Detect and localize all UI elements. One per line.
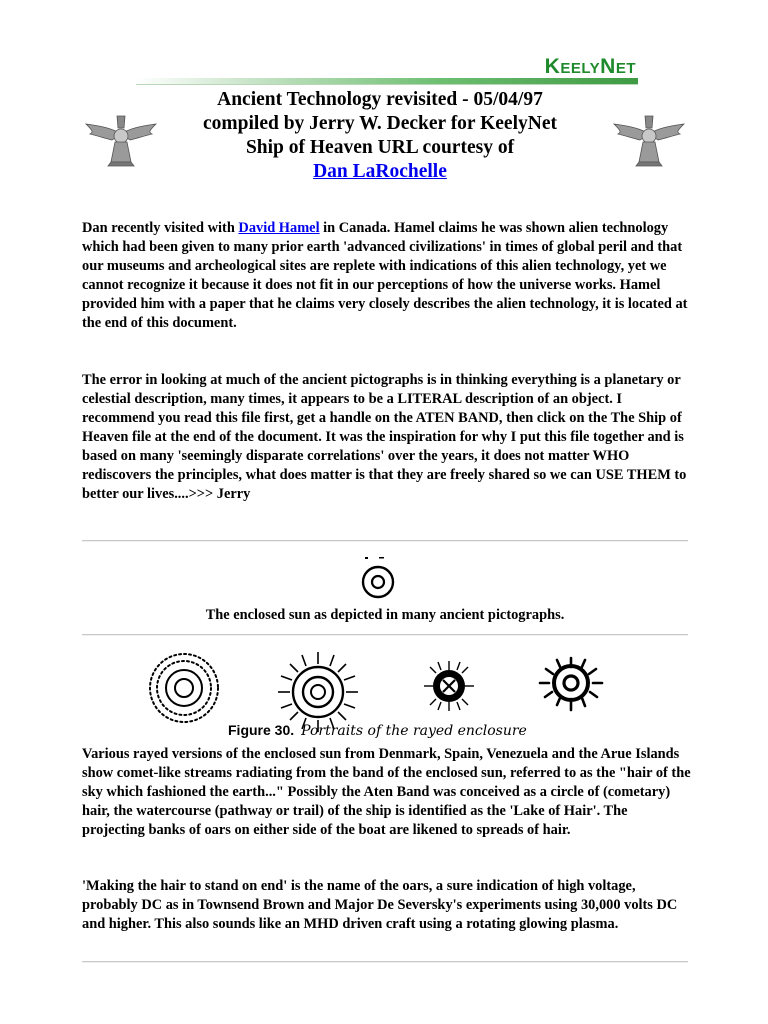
logo-underline [136, 78, 638, 85]
title-line-1: Ancient Technology revisited - 05/04/97 [217, 89, 543, 110]
winged-disc-icon [82, 108, 160, 168]
winged-disc-icon [610, 108, 688, 168]
enclosed-sun-icon [358, 556, 398, 602]
divider [82, 540, 688, 542]
divider [82, 961, 688, 963]
keelynet-logo: KEELYNET [544, 55, 636, 78]
title-line-3: Ship of Heaven URL courtesy of [245, 137, 515, 158]
title-line-2: compiled by Jerry W. Decker for KeelyNet [203, 113, 557, 134]
david-hamel-link[interactable]: David Hamel [238, 220, 320, 236]
rayed-enclosure-denmark [146, 650, 222, 726]
hair-stand-paragraph: 'Making the hair to stand on end' is the name of the oars, a sure indication of high voltage, probably DC as in Townsend Brown and Major De Seversky's experiments using 30,000 volts DC and higher. This also sounds like an MHD driven craft using a rotating glowing plasma. [82, 878, 678, 932]
divider [82, 634, 688, 636]
enclosed-sun-caption: The enclosed sun as depicted in many ancient pictographs. [205, 607, 565, 623]
intro-paragraph: Dan recently visited with David Hamel in Canada. Hamel claims he was shown alien technology which had been given to many prior earth 'advanced civilizations' in times of global peril and that our museums and archeological sites are replete with indications of this alien technology, yet we cannot recognize it because it does not fit in our perceptions of how the universe works. Hamel provided him with a paper that he claims very closely describes the alien technology, it is located at the end of this document. [82, 220, 688, 331]
figure-30-caption: Figure 30. Portraits of the rayed enclosure [228, 722, 527, 739]
rayed-enclosure-venezuela [422, 660, 476, 712]
page-title [160, 88, 600, 184]
error-paragraph: The error in looking at much of the ancient pictographs is in thinking everything is a planetary or celestial description, many times, it appears to be a LITERAL description of an object. I recommend you read this file first, get a handle on the ATEN BAND, then click on the The Ship of Heaven file at the end of the document. It was the inspiration for why I put this file together and is based on many 'seemingly disparate correlations' over the years, it does not matter WHO rediscovers the principles, what does matter is that they are freely shared so we can USE THEM to better our lives....>>> Jerry [82, 372, 687, 502]
dan-larochelle-link[interactable]: Dan LaRochelle [313, 161, 447, 182]
rayed-versions-paragraph: Various rayed versions of the enclosed sun from Denmark, Spain, Venezuela and the Arue Islands show comet-like streams radiating from the band of the enclosed sun, referred to as the "hair of the sky which fashioned the earth..." Possibly the Aten Band was conceived as a circle of (cometary) hair, the watercourse (pathway or trail) of the ship is identified as the 'Lake of Hair'. The projecting banks of oars on either side of the boat are likened to spreads of hair. [82, 746, 691, 838]
rayed-enclosure-arue [537, 655, 605, 713]
